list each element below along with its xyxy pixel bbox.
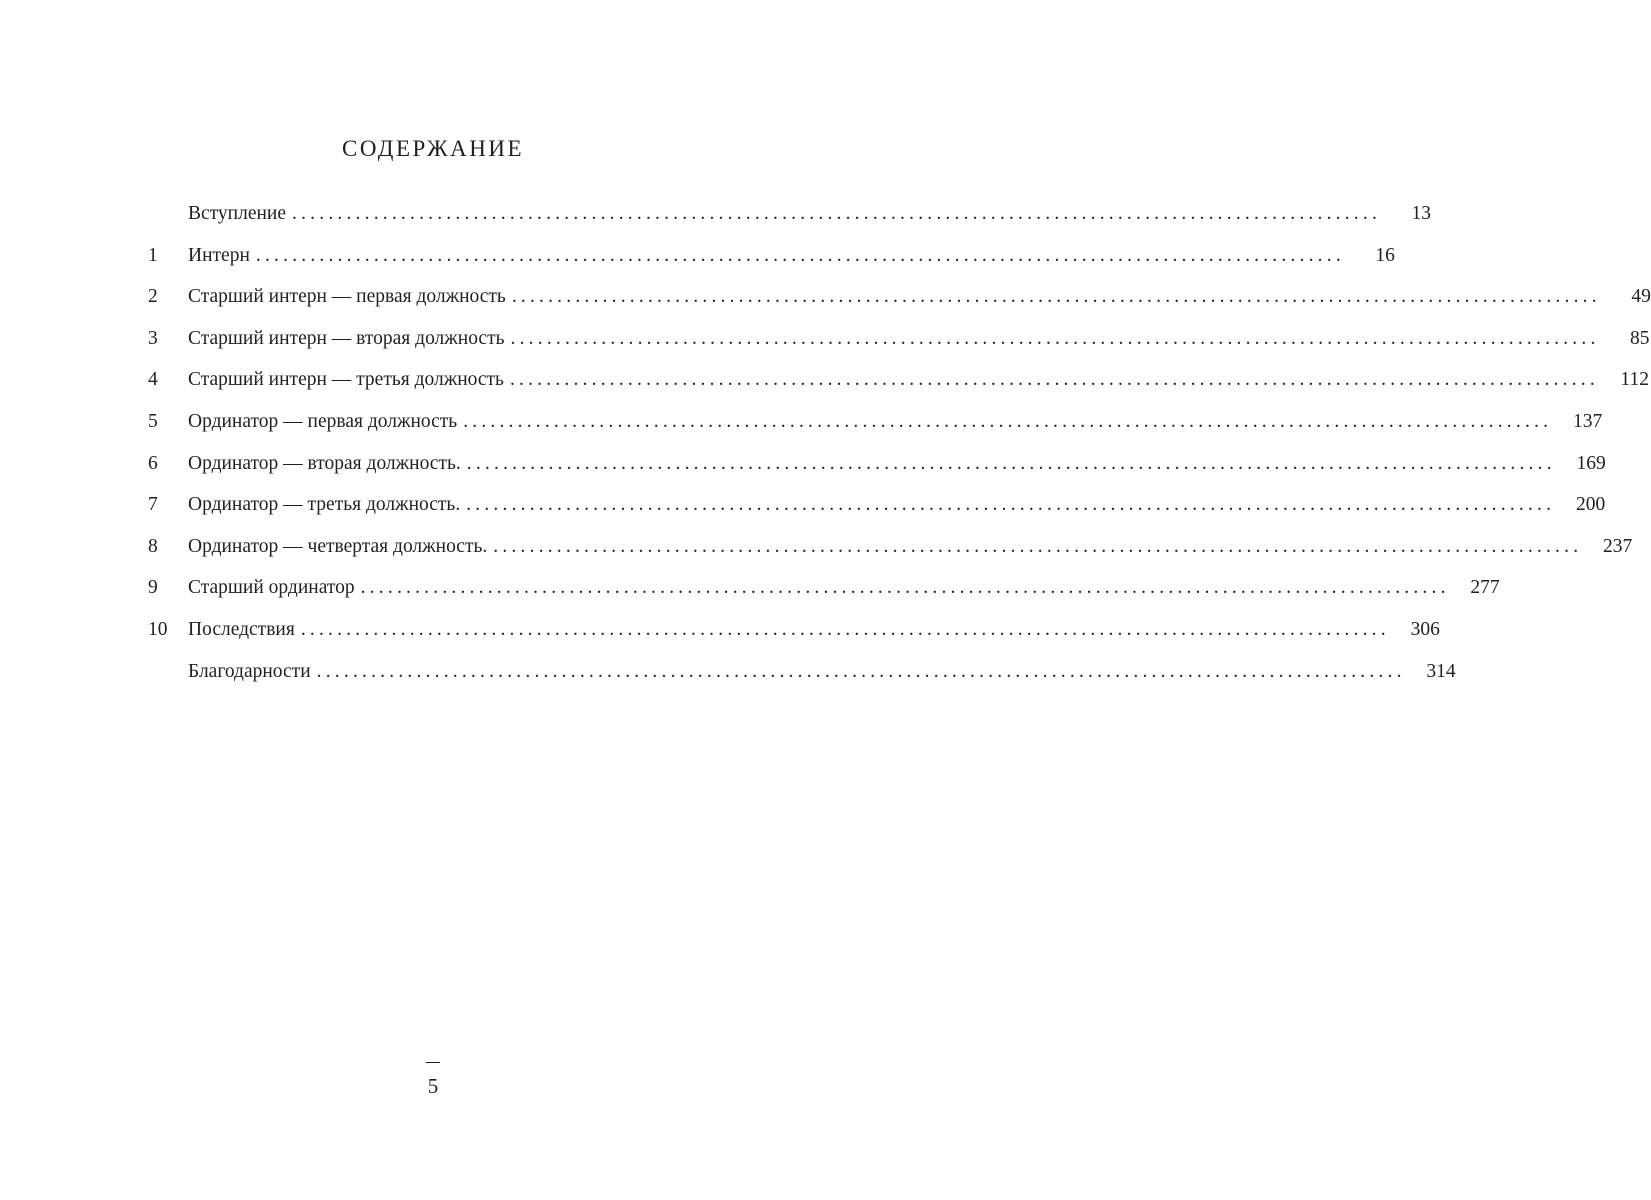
toc-entry-page: 49	[1631, 286, 1651, 308]
dot-leader: ........................................................................................................................	[466, 494, 1556, 516]
toc-entry-number: 10	[148, 618, 168, 640]
toc-entry-title: Ординатор — вторая должность.	[188, 452, 461, 474]
dot-leader: ........................................................................................................................	[509, 369, 1599, 391]
toc-entry-intro	[140, 197, 1432, 239]
toc-entry-chapter-5	[140, 405, 1603, 447]
toc-entry-page: 200	[1575, 494, 1606, 516]
toc-entry-chapter-1	[140, 239, 1395, 281]
toc-entry-title: Ординатор — первая должность	[188, 410, 458, 432]
dot-leader: ........................................................................................................................	[511, 286, 1601, 308]
toc-entry-title: Благодарности	[188, 660, 311, 682]
toc-entry-title: Старший интерн — вторая должность	[188, 327, 505, 349]
dot-leader: ........................................................................................................................	[493, 535, 1583, 557]
dot-leader: ........................................................................................................................	[300, 618, 1390, 640]
toc-entry-number: 4	[148, 369, 158, 391]
page-title: СОДЕРЖАНИЕ	[341, 136, 524, 161]
toc-entry-number: 9	[148, 577, 158, 599]
toc-entry-acknowledgements	[140, 655, 1456, 697]
dot-leader: ........................................................................................................................	[316, 660, 1406, 682]
folio-rule	[426, 1062, 440, 1063]
toc-entry-chapter-9	[140, 571, 1500, 613]
dot-leader: ........................................................................................................................	[255, 244, 1345, 266]
toc-entry-chapter-8	[140, 530, 1633, 572]
toc-entry-number: 5	[148, 410, 158, 432]
toc-entry-page: 169	[1576, 452, 1606, 474]
toc-entry-number: 3	[148, 327, 158, 349]
toc-entry-title: Старший ординатор	[188, 577, 355, 599]
toc-entry-page: 13	[1411, 203, 1432, 224]
dot-leader: ........................................................................................................................	[463, 410, 1553, 432]
toc-entry-number: 6	[148, 452, 158, 474]
table-of-contents	[140, 197, 1651, 696]
dot-leader: ........................................................................................................................	[360, 577, 1450, 599]
toc-entry-number: 1	[148, 244, 158, 266]
dot-leader: ........................................................................................................................	[466, 452, 1556, 474]
dot-leader: ........................................................................................................................	[510, 327, 1600, 349]
toc-entry-title: Вступление	[188, 203, 287, 224]
toc-entry-page: 237	[1603, 535, 1633, 557]
toc-entry-page: 112	[1620, 369, 1649, 391]
toc-entry-chapter-2	[140, 280, 1651, 322]
toc-entry-number: 8	[148, 535, 158, 557]
toc-entry-title: Старший интерн — третья должность	[188, 369, 504, 391]
toc-entry-page: 314	[1426, 660, 1456, 682]
toc-entry-page: 137	[1572, 410, 1603, 432]
toc-entry-chapter-7	[140, 488, 1606, 530]
toc-entry-number: 2	[148, 286, 158, 308]
toc-entry-title: Интерн	[188, 244, 250, 266]
toc-entry-chapter-4	[140, 363, 1649, 405]
toc-entry-page: 306	[1410, 618, 1440, 640]
toc-entry-page: 277	[1470, 577, 1500, 599]
toc-entry-title: Ординатор — четвертая должность.	[188, 535, 488, 557]
toc-entry-number: 7	[148, 494, 158, 516]
toc-entry-chapter-10	[140, 613, 1440, 655]
toc-entry-title: Старший интерн — первая должность	[188, 286, 506, 308]
toc-entry-page: 16	[1375, 244, 1395, 266]
dot-leader: ........................................................................................................................	[292, 203, 1382, 224]
page-number: 5	[427, 1074, 439, 1098]
toc-entry-page: 85	[1630, 327, 1650, 349]
toc-entry-chapter-6	[140, 447, 1606, 489]
toc-entry-title: Ординатор — третья должность.	[188, 494, 461, 516]
toc-entry-title: Последствия	[188, 618, 295, 640]
toc-entry-chapter-3	[140, 322, 1650, 364]
